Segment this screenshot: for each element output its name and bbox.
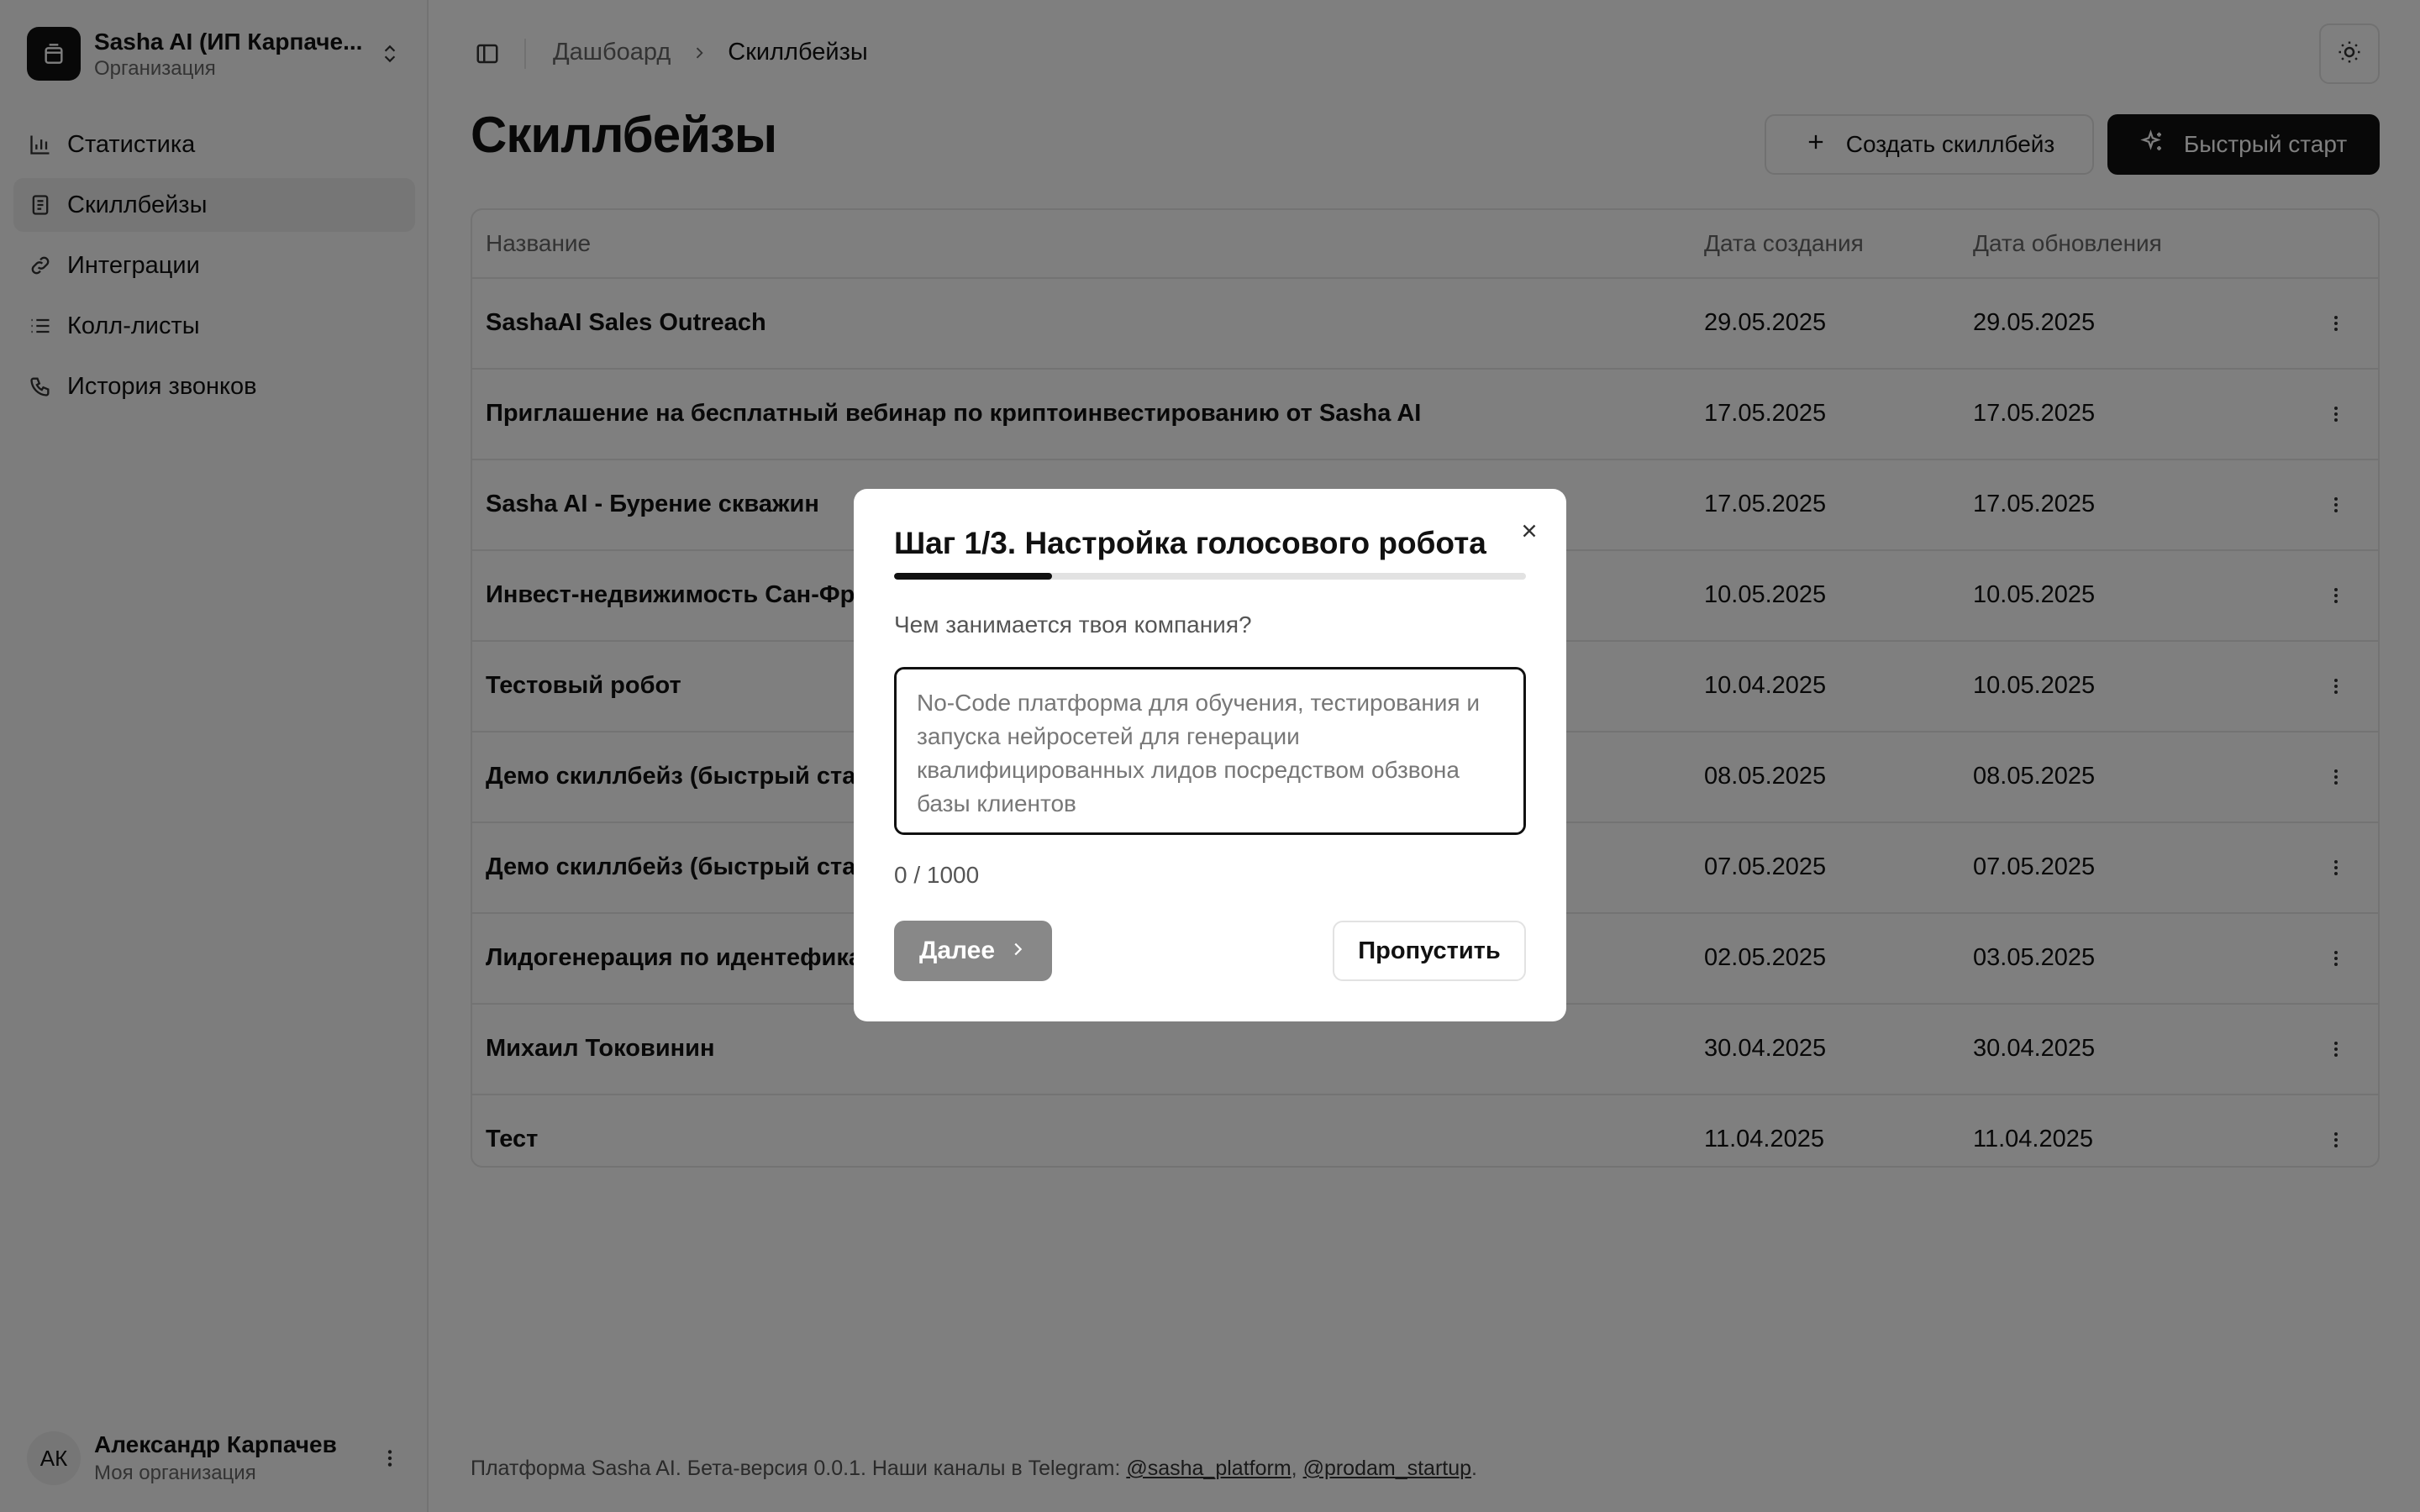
step-progress-fill [894,573,1052,580]
chevron-right-icon [1008,937,1027,965]
close-icon[interactable] [1514,516,1544,546]
skip-button[interactable]: Пропустить [1333,921,1526,981]
dialog-title: Шаг 1/3. Настройка голосового робота [894,526,1486,560]
next-button[interactable] [894,921,1052,981]
company-description-input[interactable] [894,667,1526,835]
character-counter: 0 / 1000 [894,862,980,888]
step-progress-bar [894,573,1526,580]
company-question-label: Чем занимается твоя компания? [894,612,1252,638]
next-label: Далее [918,937,996,964]
onboarding-dialog [854,489,1566,1021]
